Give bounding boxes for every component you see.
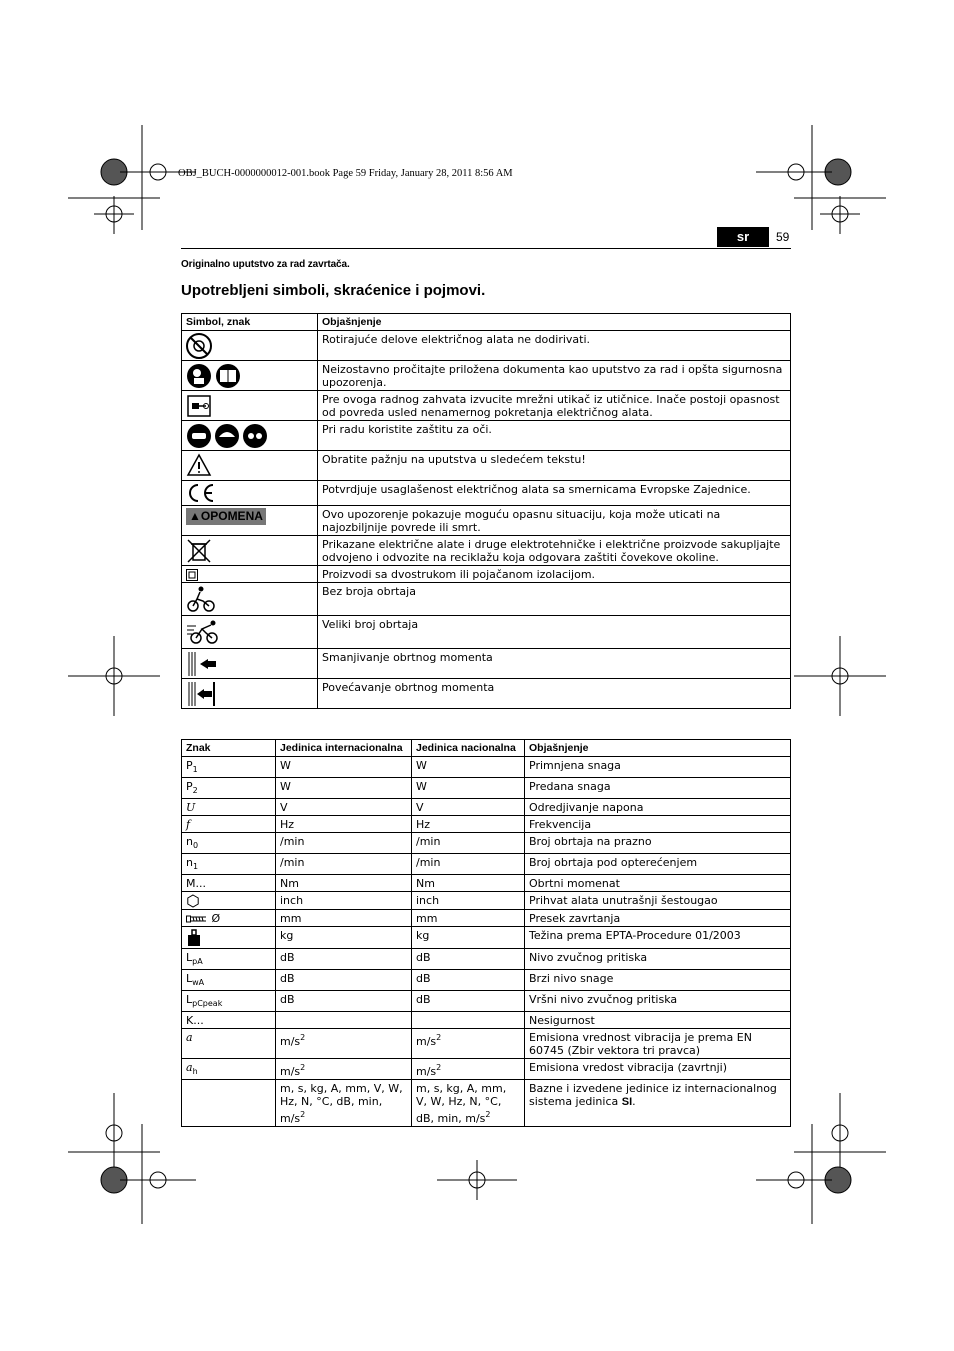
national-unit: Hz: [416, 818, 431, 831]
intl-unit-cell: [276, 892, 412, 910]
sign-symbol: K...: [186, 1014, 204, 1027]
sign-cell: [182, 949, 276, 970]
national-unit: inch: [416, 894, 440, 907]
column-header-explanation: Objašnjenje: [318, 314, 791, 331]
intl-unit-cell: [276, 1059, 412, 1080]
sign-symbol: L: [186, 972, 193, 985]
explanation-text: Nivo zvučnog pritiska: [529, 951, 648, 964]
sign-symbol: n: [186, 856, 193, 869]
explanation-text: Nesigurnost: [529, 1014, 595, 1027]
sign-symbol: M...: [186, 877, 206, 890]
intl-unit: dB: [280, 972, 295, 985]
explanation-text: Emisiona vrednost vibracija je prema EN 60745 (Zbir vektora tri pravca): [529, 1031, 752, 1057]
explanation-cell: [525, 910, 791, 927]
explanation-text: Vršni nivo zvučnog pritiska: [529, 993, 678, 1006]
sign-cell: [182, 927, 276, 949]
intl-unit-cell: [276, 757, 412, 778]
table-row: [182, 799, 791, 816]
table-row: [182, 875, 791, 892]
symbol-cell: [182, 361, 318, 391]
national-unit-cell: [412, 1029, 525, 1059]
table-row: [182, 816, 791, 833]
explanation-cell: Potvrdjuje usaglašenost električnog alata sa smernicama Evropske Zajednice.: [318, 481, 791, 506]
intl-unit: kg: [280, 929, 294, 942]
table-row: [182, 566, 791, 583]
table-row: [182, 451, 791, 481]
explanation-cell: Bez broja obrtaja: [318, 583, 791, 616]
symbol-cell: [182, 566, 318, 583]
table-row: [182, 833, 791, 854]
national-unit-sup: 2: [436, 1033, 442, 1042]
table-row: [182, 892, 791, 910]
symbol-cell: [182, 583, 318, 616]
explanation-cell: Smanjivanje obrtnog momenta: [318, 649, 791, 679]
intl-unit-cell: [276, 949, 412, 970]
table-row: [182, 854, 791, 875]
explanation-text: Težina prema EPTA-Procedure 01/2003: [529, 929, 741, 942]
table-row: [182, 583, 791, 616]
national-unit: W: [416, 780, 427, 793]
table-row: [182, 481, 791, 506]
explanation-cell: Obratite pažnju na uputstva u sledećem tekstu!: [318, 451, 791, 481]
column-header-symbol: Simbol, znak: [182, 314, 318, 331]
explanation-cell: Pri radu koristite zaštitu za oči.: [318, 421, 791, 451]
intl-unit-sup: 2: [300, 1063, 306, 1072]
column-header-sign: Znak: [182, 740, 276, 757]
table-row: [182, 391, 791, 421]
explanation-cell: Veliki broj obrtaja: [318, 616, 791, 649]
national-unit: dB: [416, 972, 431, 985]
table-row: [182, 1012, 791, 1029]
table-row: [182, 927, 791, 949]
explanation-text: Broj obrtaja pod opterećenjem: [529, 856, 698, 869]
column-header-national-unit: Jedinica nacionalna: [412, 740, 525, 757]
warning-triangle-icon: ▲: [189, 509, 201, 523]
national-unit: dB: [416, 993, 431, 1006]
sign-subscript: pA: [192, 957, 203, 966]
intl-unit: Nm: [280, 877, 299, 890]
sign-symbol: f: [186, 818, 191, 831]
table-row: [182, 757, 791, 778]
sign-cell: [182, 970, 276, 991]
sign-subscript: wA: [192, 978, 205, 987]
table-row: [182, 991, 791, 1012]
sign-cell: [182, 799, 276, 816]
national-unit-cell: [412, 970, 525, 991]
sign-symbol: L: [186, 993, 193, 1006]
sign-cell: [182, 1080, 276, 1127]
symbol-cell: [182, 649, 318, 679]
national-unit-cell: [412, 910, 525, 927]
sign-symbol: a: [186, 1061, 193, 1074]
national-unit: V: [416, 801, 424, 814]
explanation-cell: [525, 927, 791, 949]
intl-unit-cell: [276, 875, 412, 892]
national-unit-cell: [412, 778, 525, 799]
table-row: [182, 778, 791, 799]
sign-subscript: 1: [192, 765, 198, 774]
intl-unit-cell: [276, 833, 412, 854]
sign-cell: [182, 910, 276, 927]
intl-unit-cell: [276, 910, 412, 927]
intl-unit-cell: [276, 778, 412, 799]
document-subtitle: Originalno uputstvo za rad zavrtača.: [181, 259, 350, 270]
column-header-explanation: Objašnjenje: [525, 740, 791, 757]
explanation-text: Frekvencija: [529, 818, 592, 831]
table-row: [182, 679, 791, 709]
print-line: OBJ_BUCH-0000000012-001.book Page 59 Friday, January 28, 2011 8:56 AM: [178, 168, 513, 179]
sign-cell: [182, 1012, 276, 1029]
sign-symbol: U: [186, 801, 196, 814]
opomena-label: [186, 508, 266, 525]
national-unit: mm: [416, 912, 438, 925]
national-unit-cell: [412, 1080, 525, 1127]
table-row: [182, 970, 791, 991]
national-unit-cell: [412, 927, 525, 949]
sign-cell: [182, 892, 276, 910]
national-unit: kg: [416, 929, 430, 942]
national-unit: /min: [416, 835, 441, 848]
sign-symbol: Ø: [208, 912, 221, 925]
national-unit-cell: [412, 991, 525, 1012]
explanation-text: Predana snaga: [529, 780, 611, 793]
national-unit: W: [416, 759, 427, 772]
explanation-text: Emisiona vredost vibracija (zavrtnji): [529, 1061, 727, 1074]
section-title: Upotrebljeni simboli, skraćenice i pojmovi.: [181, 282, 486, 299]
screw-diameter-icon: [186, 912, 208, 925]
table-row: [182, 361, 791, 391]
table-row: [182, 949, 791, 970]
explanation-cell: [525, 1012, 791, 1029]
table-row: [182, 506, 791, 536]
intl-unit: W: [280, 759, 291, 772]
unplug-icon: [186, 393, 212, 419]
symbol-cell: [182, 331, 318, 361]
national-unit: dB: [416, 951, 431, 964]
intl-unit: m/s: [280, 1065, 301, 1078]
national-unit: m/s: [416, 1065, 437, 1078]
national-unit-cell: [412, 1012, 525, 1029]
explanation-bold: SI: [621, 1096, 633, 1108]
table-row: [182, 1080, 791, 1127]
intl-unit-cell: [276, 1012, 412, 1029]
explanation-text: Presek zavrtanja: [529, 912, 621, 925]
table-row: [182, 649, 791, 679]
sign-cell: [182, 1059, 276, 1080]
explanation-text: Bazne i izvedene jedinice iz internacionalnog sistema jedinica: [529, 1082, 777, 1108]
sign-subscript: 0: [192, 841, 199, 850]
explanation-text: Primnjena snaga: [529, 759, 621, 772]
symbol-cell: [182, 506, 318, 536]
sign-symbol: P: [186, 759, 193, 772]
intl-unit: /min: [280, 835, 305, 848]
intl-unit-cell: [276, 1029, 412, 1059]
explanation-cell: [525, 875, 791, 892]
intl-unit-cell: [276, 854, 412, 875]
double-insulation-icon: [186, 569, 198, 581]
no-touch-rotating-icon: [186, 333, 212, 359]
explanation-cell: [525, 816, 791, 833]
units-header-row: [182, 740, 791, 757]
page-number: 59: [776, 230, 790, 244]
national-unit: Nm: [416, 877, 435, 890]
symbol-cell: [182, 616, 318, 649]
sign-subscript: 1: [192, 862, 199, 871]
weee-bin-icon: [186, 538, 212, 564]
explanation-cell: [525, 1059, 791, 1080]
eye-protection-icon: [186, 423, 268, 449]
explanation-cell: Pre ovoga radnog zahvata izvucite mrežni utikač iz utičnice. Inače postoji opasnost od povreda usled nenamernog pokretanja električnog alata.: [318, 391, 791, 421]
intl-unit: /min: [280, 856, 305, 869]
explanation-cell: Ovo upozorenje pokazuje moguću opasnu situaciju, koja može uticati na najozbiljnije povrede ili smrt.: [318, 506, 791, 536]
explanation-cell: [525, 970, 791, 991]
language-tab: sr: [717, 227, 769, 247]
national-unit-sup: 2: [436, 1063, 442, 1072]
intl-unit: m, s, kg, A, mm, V, W, Hz, N, °C, dB, min, m/s: [280, 1082, 403, 1125]
intl-unit-cell: [276, 927, 412, 949]
explanation-text: Broj obrtaja na prazno: [529, 835, 652, 848]
symbols-table: [181, 313, 791, 709]
symbol-cell: [182, 536, 318, 566]
sign-cell: [182, 1029, 276, 1059]
read-manual-icon: [186, 363, 242, 389]
explanation-cell: Prikazane električne alate i druge elektrotehničke i električne proizvode sakupljajte odvojeno i odvozite na reciklažu koja odgovara zaštiti čovekove okoline.: [318, 536, 791, 566]
explanation-cell: Povećavanje obrtnog momenta: [318, 679, 791, 709]
national-unit-cell: [412, 875, 525, 892]
sign-symbol: P: [186, 780, 193, 793]
national-unit-cell: [412, 799, 525, 816]
table-row: [182, 616, 791, 649]
explanation-end: .: [632, 1095, 636, 1108]
symbol-cell: [182, 451, 318, 481]
sign-cell: [182, 778, 276, 799]
sign-cell: [182, 991, 276, 1012]
torque-decrease-icon: [186, 651, 220, 677]
national-unit: m/s: [416, 1035, 437, 1048]
symbol-cell: [182, 679, 318, 709]
sign-symbol: n: [186, 835, 193, 848]
intl-unit-sup: 2: [300, 1033, 306, 1042]
intl-unit-cell: [276, 991, 412, 1012]
explanation-cell: [525, 778, 791, 799]
symbol-cell: [182, 421, 318, 451]
explanation-cell: [525, 833, 791, 854]
sign-subscript: pCpeak: [192, 999, 223, 1008]
warning-triangle-icon: [186, 453, 212, 477]
table-row: [182, 1059, 791, 1080]
explanation-text: Obrtni momenat: [529, 877, 620, 890]
intl-unit: V: [280, 801, 288, 814]
national-unit-cell: [412, 816, 525, 833]
explanation-text: Prihvat alata unutrašnji šestougao: [529, 894, 718, 907]
explanation-cell: [525, 1080, 791, 1127]
explanation-cell: [525, 757, 791, 778]
national-unit-cell: [412, 854, 525, 875]
column-header-intl-unit: Jedinica internacionalna: [276, 740, 412, 757]
hexagon-icon: [186, 894, 200, 907]
sign-subscript: 2: [192, 786, 198, 795]
national-unit-cell: [412, 949, 525, 970]
symbol-cell: [182, 391, 318, 421]
explanation-cell: Neizostavno pročitajte priložena dokumenta kao uputstvo za rad i opšta sigurnosna upozorenja.: [318, 361, 791, 391]
explanation-cell: [525, 949, 791, 970]
table-row: [182, 1029, 791, 1059]
national-unit-cell: [412, 757, 525, 778]
intl-unit: m/s: [280, 1035, 301, 1048]
ce-mark-icon: [186, 483, 216, 503]
table-row: [182, 421, 791, 451]
national-unit: m, s, kg, A, mm, V, W, Hz, N, °C, dB, min, m/s: [416, 1082, 507, 1125]
sign-symbol: L: [186, 951, 193, 964]
sign-symbol: a: [186, 1031, 193, 1044]
sign-cell: [182, 854, 276, 875]
national-unit-cell: [412, 833, 525, 854]
explanation-cell: [525, 1029, 791, 1059]
slow-bike-icon: [186, 585, 216, 613]
sign-cell: [182, 757, 276, 778]
sign-subscript: h: [192, 1067, 198, 1076]
intl-unit: dB: [280, 951, 295, 964]
explanation-cell: [525, 892, 791, 910]
intl-unit: inch: [280, 894, 304, 907]
explanation-text: Odredjivanje napona: [529, 801, 644, 814]
intl-unit-sup: 2: [300, 1110, 306, 1119]
intl-unit-cell: [276, 1080, 412, 1127]
intl-unit: dB: [280, 993, 295, 1006]
national-unit-cell: [412, 892, 525, 910]
header-rule: [181, 248, 791, 249]
explanation-cell: [525, 991, 791, 1012]
explanation-cell: [525, 854, 791, 875]
weight-icon: [186, 931, 202, 944]
explanation-cell: Rotirajuće delove električnog alata ne dodirivati.: [318, 331, 791, 361]
table-row: [182, 331, 791, 361]
explanation-cell: Proizvodi sa dvostrukom ili pojačanom izolacijom.: [318, 566, 791, 583]
intl-unit: W: [280, 780, 291, 793]
national-unit-cell: [412, 1059, 525, 1080]
explanation-cell: [525, 799, 791, 816]
intl-unit-cell: [276, 970, 412, 991]
national-unit-sup: 2: [485, 1110, 491, 1119]
sign-cell: [182, 816, 276, 833]
sign-cell: [182, 875, 276, 892]
torque-increase-icon: [186, 681, 220, 707]
intl-unit: mm: [280, 912, 302, 925]
table-row: [182, 910, 791, 927]
symbols-header-row: [182, 314, 791, 331]
units-table: [181, 739, 791, 1127]
opomena-text: OPOMENA: [200, 509, 263, 523]
sign-cell: [182, 833, 276, 854]
intl-unit-cell: [276, 799, 412, 816]
intl-unit-cell: [276, 816, 412, 833]
symbol-cell: [182, 481, 318, 506]
fast-bike-icon: [186, 618, 220, 646]
intl-unit: Hz: [280, 818, 295, 831]
table-row: [182, 536, 791, 566]
explanation-text: Brzi nivo snage: [529, 972, 614, 985]
national-unit: /min: [416, 856, 441, 869]
